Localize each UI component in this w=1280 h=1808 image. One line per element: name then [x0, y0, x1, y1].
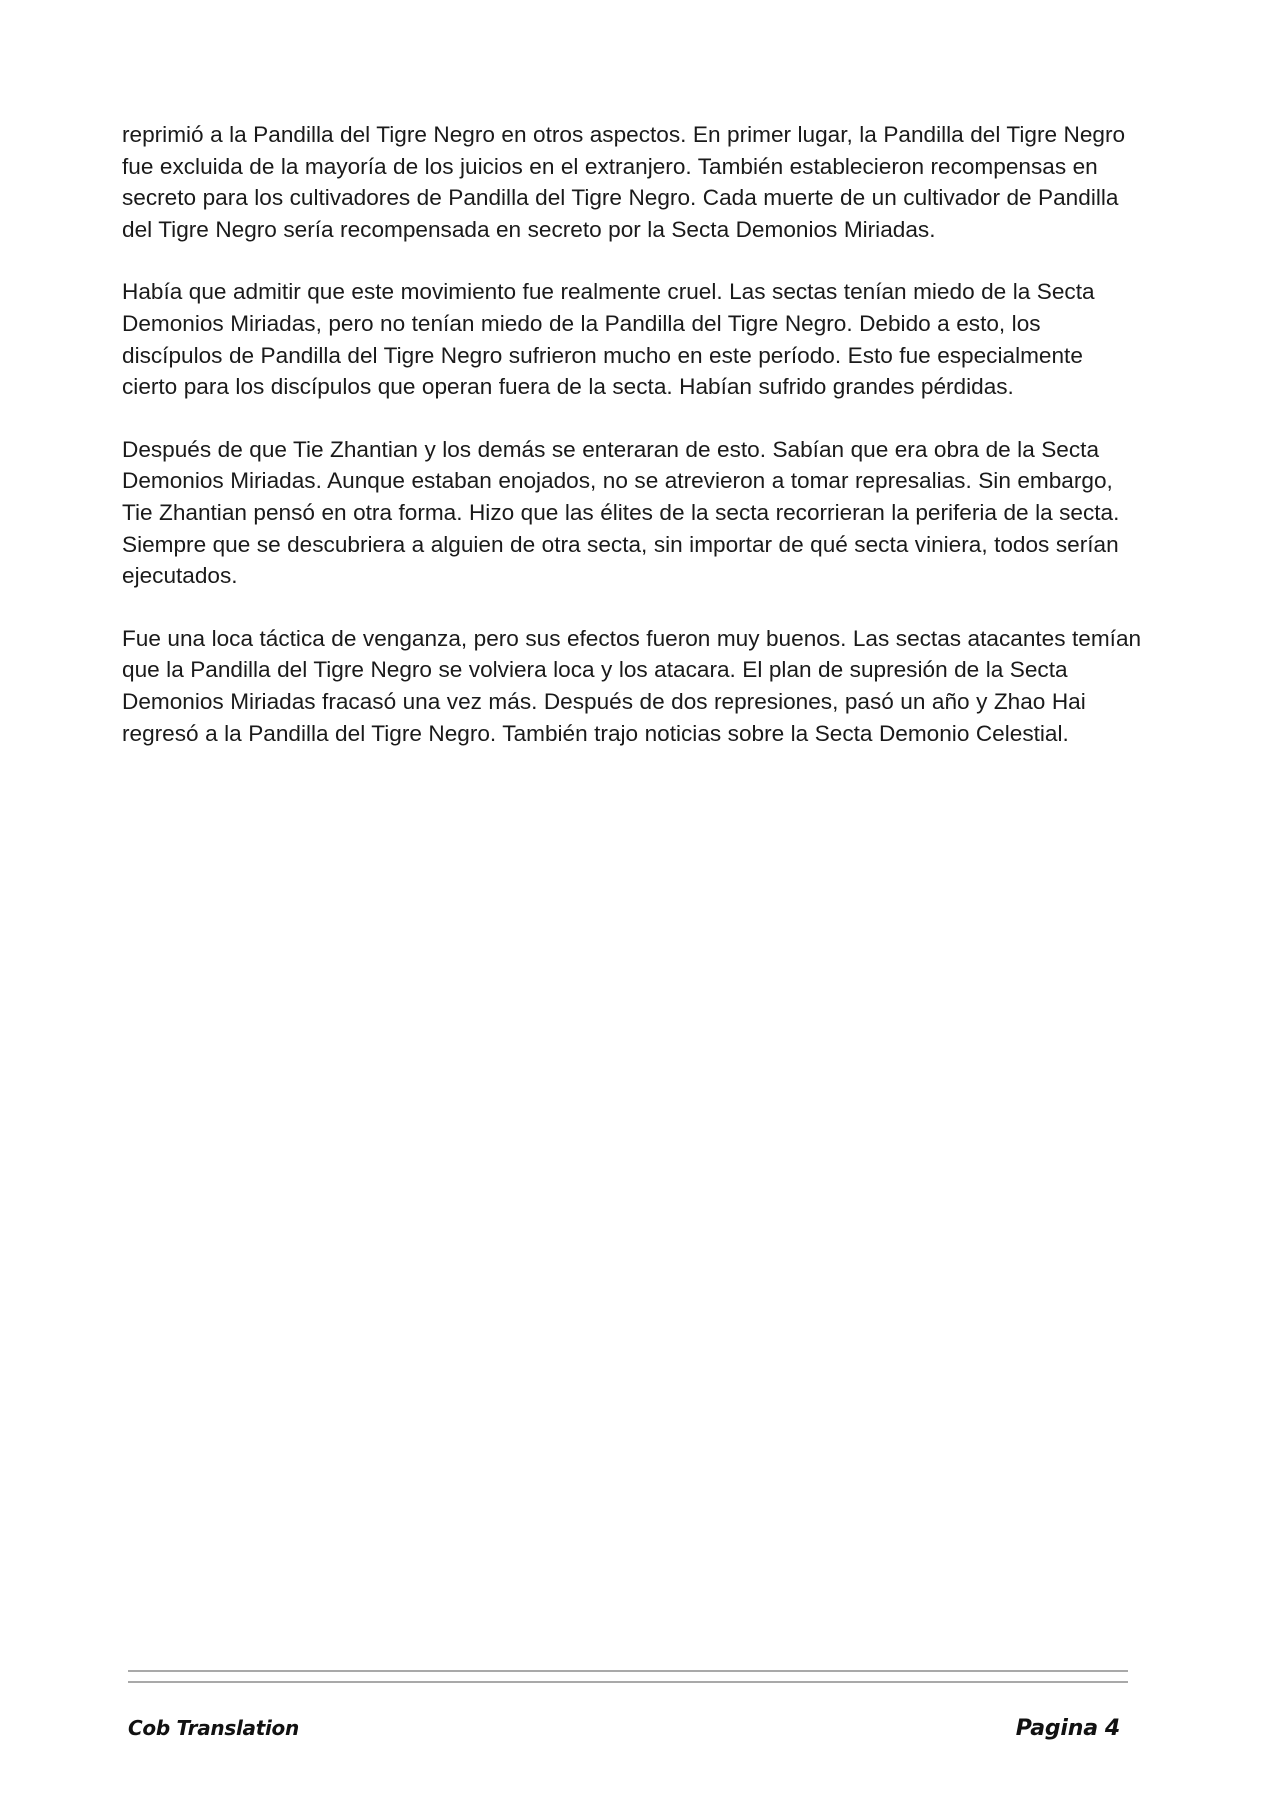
paragraph: reprimió a la Pandilla del Tigre Negro en otros aspectos. En primer lugar, la Pandilla del Tigre Negro fue excluida de la mayoría de los juicios en el extranjero. También establecieron recompensas en secreto para los cultivadores de Pandilla del Tigre Negro. Cada muerte de un cultivador de Pandilla del Tigre Negro sería recompensada en secreto por la Secta Demonios Miriadas.	[122, 122, 1126, 242]
footer-page-indicator	[1016, 1716, 1120, 1741]
page-body	[122, 119, 1142, 780]
footer-divider	[128, 1670, 1128, 1683]
footer-rule-bottom	[128, 1681, 1128, 1683]
footer-translator-credit: Cob Translation	[128, 1716, 299, 1740]
paragraph: Fue una loca táctica de venganza, pero sus efectos fueron muy buenos. Las sectas atacantes temían que la Pandilla del Tigre Negro se volviera loca y los atacara. El plan de supresión de la Secta Demonios Miriadas fracasó una vez más. Después de dos represiones, pasó un año y Zhao Hai regresó a la Pandilla del Tigre Negro. También trajo noticias sobre la Secta Demonio Celestial.	[122, 625, 1142, 746]
footer-rule-top	[128, 1670, 1128, 1672]
page-number: 4	[1104, 1716, 1120, 1741]
page-label: Pagina	[1015, 1716, 1098, 1741]
page-footer	[128, 1716, 1128, 1752]
paragraph: Había que admitir que este movimiento fue realmente cruel. Las sectas tenían miedo de la Secta Demonios Miriadas, pero no tenían miedo de la Pandilla del Tigre Negro. Debido a esto, los discípulos de Pandilla del Tigre Negro sufrieron mucho en este período. Esto fue especialmente cierto para los discípulos que operan fuera de la secta. Habían sufrido grandes pérdidas.	[122, 279, 1095, 400]
paragraph: Después de que Tie Zhantian y los demás se enteraran de esto. Sabían que era obra de la Secta Demonios Miriadas. Aunque estaban enojados, no se atrevieron a tomar represalias. Sin embargo, Tie Zhantian pensó en otra forma. Hizo que las élites de la secta recorrieran la periferia de la secta. Siempre que se descubriera a alguien de otra secta, sin importar de qué secta viniera, todos serían ejecutados.	[122, 436, 1120, 589]
